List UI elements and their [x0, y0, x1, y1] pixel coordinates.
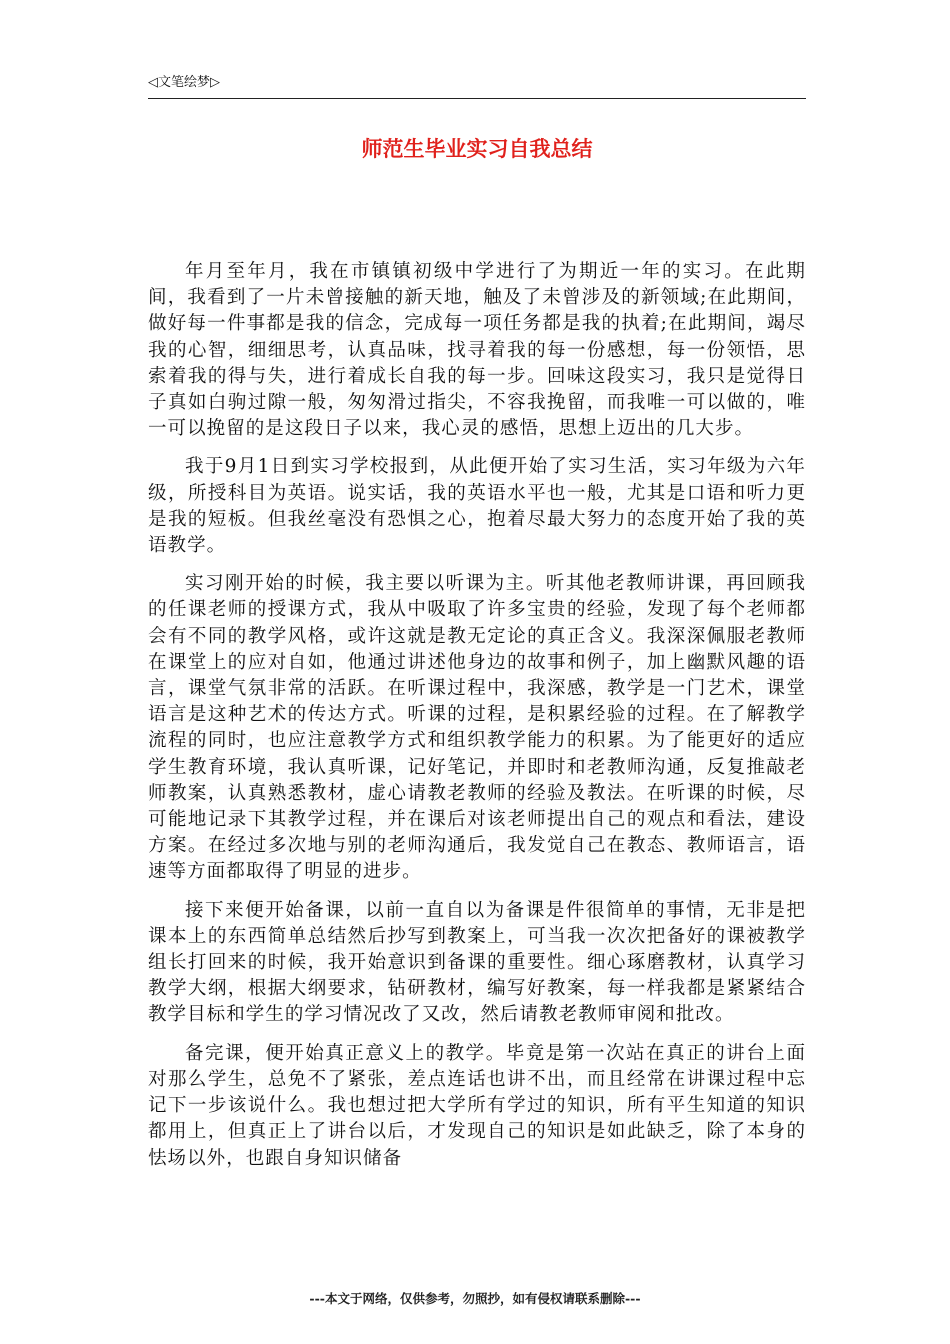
page-header [148, 74, 806, 99]
header-text: ◁文笔绘梦▷ [148, 75, 220, 90]
document-body [148, 259, 806, 1184]
paragraph: 备完课，便开始真正意义上的教学。毕竟是第一次站在真正的讲台上面对那么学生，总免不了紧张，差点连话也讲不出，而且经常在讲课过程中忘记下一步该说什么。我也想过把大学所有学过的知识，所有平生知道的知识都用上，但真正上了讲台以后，才发现自己的知识是如此缺乏，除了本身的怯场以外，也跟自身知识储备 [148, 1042, 806, 1169]
paragraph: 实习刚开始的时候，我主要以听课为主。听其他老教师讲课，再回顾我的任课老师的授课方式，我从中吸取了许多宝贵的经验，发现了每个老师都会有不同的教学风格，或许这就是教无定论的真正含义。我深深佩服老教师在课堂上的应对自如，他通过讲述他身边的故事和例子，加上幽默风趣的语言，课堂气氛非常的活跃。在听课过程中，我深感，教学是一门艺术，课堂语言是这种艺术的传达方式。听课的过程，是积累经验的过程。在了解教学流程的同时，也应注意教学方式和组织教学能力的积累。为了能更好的适应学生教育环境，我认真听课，记好笔记，并即时和老教师沟通，反复推敲老师教案，认真熟悉教材，虚心请教老教师的经验及教法。在听课的时候，尽可能地记录下其教学过程，并在课后对该老师提出自己的观点和看法，建设方案。在经过多次地与别的老师沟通后，我发觉自己在教态、教师语言，语速等方面都取得了明显的进步。 [148, 573, 806, 883]
paragraph: 我于9月1日到实习学校报到，从此便开始了实习生活，实习年级为六年级，所授科目为英语。说实话，我的英语水平也一般，尤其是口语和听力更是我的短板。但我丝毫没有恐惧之心，抱着尽最大努力的态度开始了我的英语教学。 [148, 456, 806, 557]
paragraph: 接下来便开始备课，以前一直自以为备课是件很简单的事情，无非是把课本上的东西简单总结然后抄写到教案上，可当我一次次把备好的课被教学组长打回来的时候，我开始意识到备课的重要性。细心琢磨教材，认真学习教学大纲，根据大纲要求，钻研教材，编写好教案，每一样我都是紧紧结合教学目标和学生的学习情况改了又改，然后请教老教师审阅和批改。 [148, 899, 806, 1026]
paragraph: 年月至年月，我在市镇镇初级中学进行了为期近一年的实习。在此期间，我看到了一片未曾接触的新天地，触及了未曾涉及的新领域;在此期间，做好每一件事都是我的信念，完成每一项任务都是我的执着;在此期间，竭尽我的心智，细细思考，认真品味，找寻着我的每一份感想，每一份领悟，思索着我的得与失，进行着成长自我的每一步。回味这段实习，我只是觉得日子真如白驹过隙一般，匆匆滑过指尖，不容我挽留，而我唯一可以做的，唯一可以挽留的是这段日子以来，我心灵的感悟，思想上迈出的几大步。 [148, 261, 806, 440]
document-title: 师范生毕业实习自我总结 [361, 137, 593, 161]
footer-disclaimer: ---本文于网络，仅供参考，勿照抄，如有侵权请联系删除--- [309, 1291, 641, 1306]
